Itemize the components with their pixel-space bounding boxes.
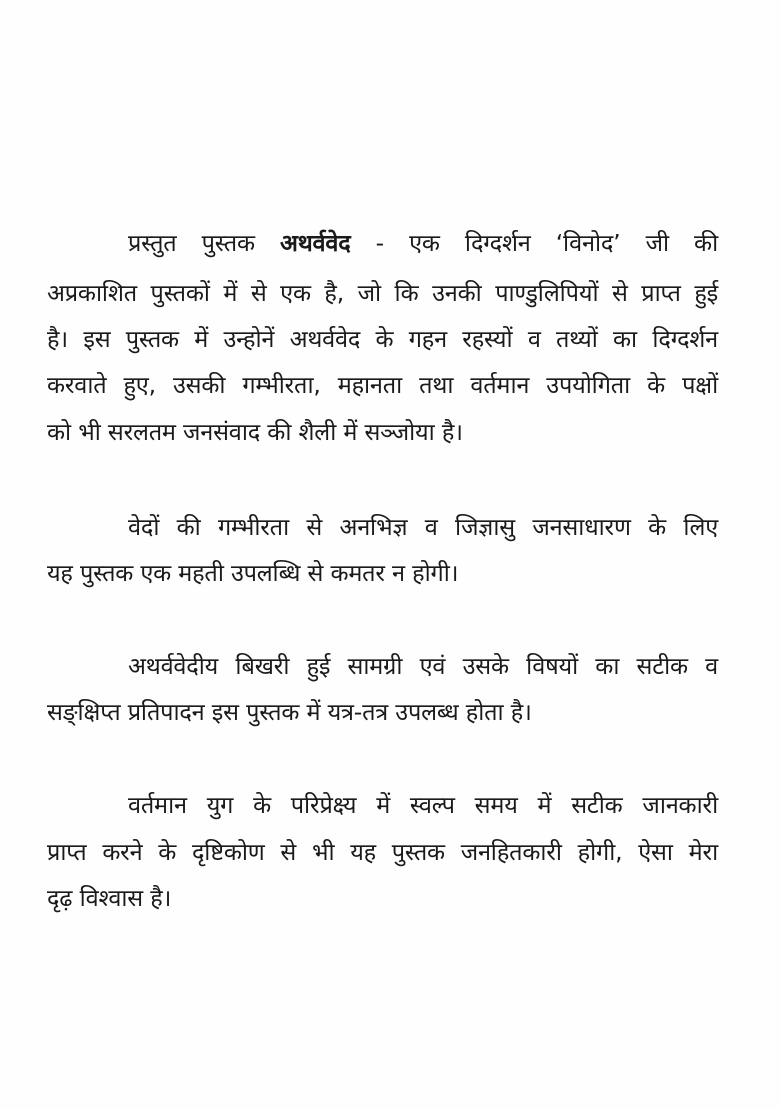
paragraph-2-line-1: वेदों की गम्भीरता से अनभिज्ञ व जिज्ञासु जनसाधारण के लिए bbox=[128, 513, 718, 541]
paragraph-4-line-2: प्राप्त करने के दृष्टिकोण से भी यह पुस्तक जनहितकारी होगी, ऐसा मेरा bbox=[47, 838, 718, 866]
paragraph-4-line-1: वर्तमान युग के परिप्रेक्ष्य में स्वल्प समय में सटीक जानकारी bbox=[128, 791, 718, 819]
paragraph-1-line-2: अप्रकाशित पुस्तकों में से एक है, जो कि उनकी पाण्डुलिपियों से प्राप्त हुई bbox=[47, 279, 718, 307]
paragraph-3-line-2: सङ्क्षिप्त प्रतिपादन इस पुस्तक में यत्र-तत्र उपलब्ध होता है। bbox=[47, 698, 532, 726]
paragraph-2-line-2: यह पुस्तक एक महती उपलब्धि से कमतर न होगी। bbox=[47, 559, 459, 587]
paragraph-1-line-5: को भी सरलतम जनसंवाद की शैली में सञ्जोया है। bbox=[47, 418, 463, 446]
book-title: अथर्ववेद bbox=[279, 229, 351, 257]
text-span: प्रस्तुत पुस्तक bbox=[128, 229, 280, 257]
text-span: - एक दिग्दर्शन ‘विनोद’ जी की bbox=[350, 229, 718, 257]
paragraph-4-line-3: दृढ़ विश्वास है। bbox=[47, 884, 172, 912]
paragraph-1-line-3: है। इस पुस्तक में उन्होनें अथर्ववेद के गहन रहस्यों व तथ्यों का दिग्दर्शन bbox=[47, 325, 718, 353]
paragraph-3-line-1: अथर्ववेदीय बिखरी हुई सामग्री एवं उसके विषयों का सटीक व bbox=[128, 652, 718, 680]
paragraph-1-line-1 bbox=[128, 223, 718, 263]
paragraph-1-line-4: करवाते हुए, उसकी गम्भीरता, महानता तथा वर्तमान उपयोगिता के पक्षों bbox=[47, 371, 718, 399]
